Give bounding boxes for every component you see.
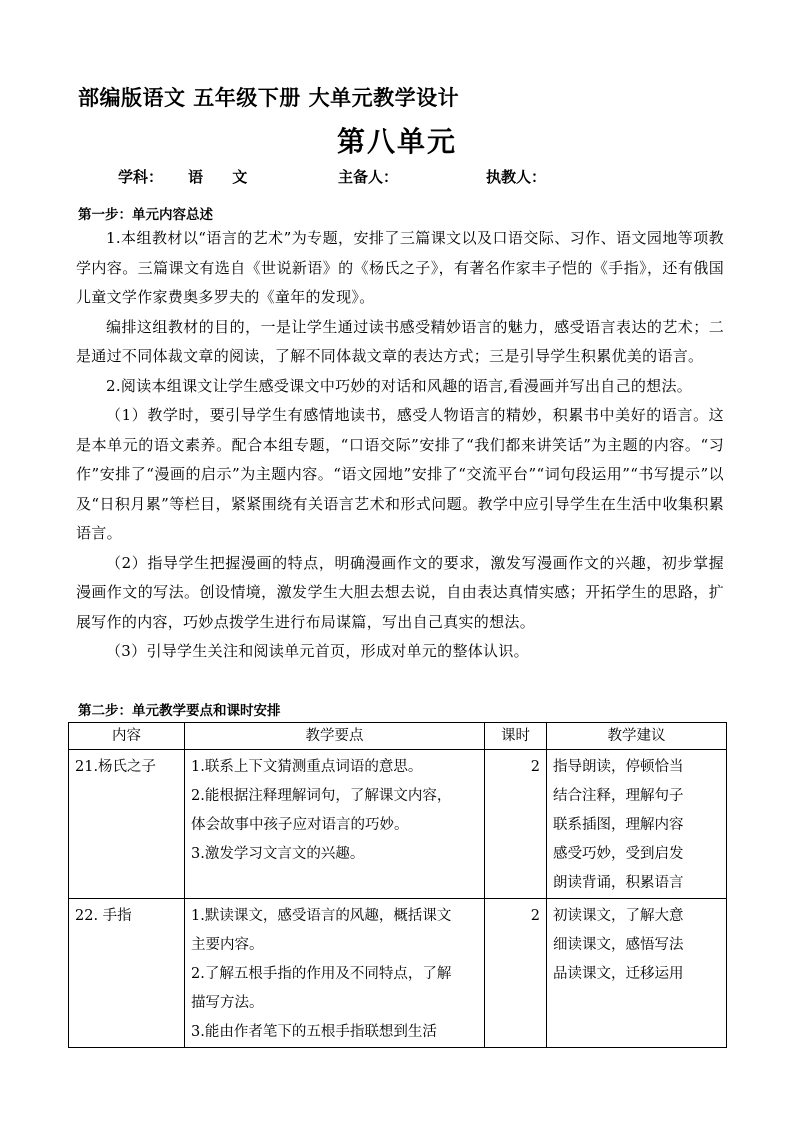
suggestion: 朗读背诵，积累语言 bbox=[553, 875, 684, 891]
column-header: 教学建议 bbox=[547, 723, 727, 750]
teaching-points-cell bbox=[185, 750, 485, 899]
paragraph: 编排这组教材的目的，一是让学生通过读书感受精妙语言的魅力，感受语言表达的艺术；二是通过不同体裁文章的阅读，了解不同体裁文章的表达方式；三是引导学生积累优美的语言。 bbox=[76, 317, 724, 365]
table-row bbox=[69, 899, 727, 1048]
teaching-point: 体会故事中孩子应对语言的巧妙。 bbox=[191, 817, 409, 833]
column-header: 课时 bbox=[485, 723, 547, 750]
paragraph: 2.阅读本组课文让学生感受课文中巧妙的对话和风趣的语言,看漫画并写出自己的想法。 bbox=[106, 376, 693, 395]
teacher-label: 执教人： bbox=[486, 168, 547, 186]
column-header: 内容 bbox=[69, 723, 185, 750]
paragraph: （3）引导学生关注和阅读单元首页，形成对单元的整体认识。 bbox=[106, 642, 529, 660]
table-header-row bbox=[69, 723, 727, 750]
lesson-hours-cell: 2 bbox=[485, 899, 547, 1048]
teaching-point: 3.激发学习文言文的兴趣。 bbox=[191, 846, 365, 862]
lesson-content-cell: 21.杨氏之子 bbox=[69, 750, 185, 899]
teaching-points-cell bbox=[185, 899, 485, 1048]
unit-title: 第八单元 bbox=[336, 125, 457, 158]
teaching-point: 主要内容。 bbox=[191, 937, 264, 953]
preparer-label: 主备人： bbox=[338, 168, 399, 186]
lesson-content-cell: 22. 手指 bbox=[69, 899, 185, 1048]
document-header: 部编版语文 五年级下册 大单元教学设计 bbox=[78, 86, 460, 110]
teaching-point: 1.联系上下文猜测重点词语的意思。 bbox=[191, 759, 423, 775]
step1-heading: 第一步：单元内容总述 bbox=[78, 207, 213, 223]
paragraph: （2）指导学生把握漫画的特点，明确漫画作文的要求，激发写漫画作文的兴趣，初步掌握漫画作文的写法。创设情境，激发学生大胆去想去说，自由表达真情实感；开拓学生的思路，扩展写作的内容，巧妙点拨学生进行布局谋篇，写出自己真实的想法。 bbox=[76, 553, 724, 631]
suggestions-cell bbox=[547, 899, 727, 1048]
paragraph: （1）教学时，要引导学生有感情地读书，感受人物语言的精妙，积累书中美好的语言。这是本单元的语文素养。配合本组专题，“口语交际”安排了“我们都来讲笑话”为主题的内容。“习作”安排了“漫画的启示”为主题内容。“语文园地”安排了“交流平台”“词句段运用”“书写提示”以及“日积月累”等栏目，紧紧围绕有关语言艺术和形式问题。教学中应引导学生在生活中收集积累语言。 bbox=[76, 406, 724, 542]
subject-value: 语 文 bbox=[188, 168, 260, 186]
suggestion: 联系插图，理解内容 bbox=[553, 817, 684, 833]
paragraph: 1.本组教材以“语言的艺术”为专题，安排了三篇课文以及口语交际、习作、语文园地等项教学内容。三篇课文有选自《世说新语》的《杨氏之子》，有著名作家丰子恺的《手指》，还有俄国儿童文学作家费奥多罗夫的《童年的发现》。 bbox=[76, 229, 724, 306]
teaching-point: 2.能根据注释理解词句，了解课文内容， bbox=[191, 788, 452, 804]
teaching-point: 3.能由作者笔下的五根手指联想到生活 bbox=[191, 1024, 437, 1040]
suggestion: 品读课文，迁移运用 bbox=[553, 966, 684, 982]
step1-body bbox=[76, 224, 724, 667]
teaching-point: 2.了解五根手指的作用及不同特点，了解 bbox=[191, 966, 452, 982]
column-header: 教学要点 bbox=[185, 723, 485, 750]
suggestion: 初读课文，了解大意 bbox=[553, 908, 684, 924]
lesson-hours-cell: 2 bbox=[485, 750, 547, 899]
subject-label: 学科： bbox=[118, 168, 164, 186]
suggestion: 感受巧妙，受到启发 bbox=[553, 846, 684, 862]
table-row bbox=[69, 750, 727, 899]
teaching-point: 1.默读课文，感受语言的风趣，概括课文 bbox=[191, 908, 452, 924]
suggestion: 指导朗读，停顿恰当 bbox=[553, 759, 684, 775]
teaching-point: 描写方法。 bbox=[191, 995, 264, 1011]
lesson-plan-table bbox=[68, 722, 727, 1048]
suggestion: 结合注释，理解句子 bbox=[553, 788, 684, 804]
suggestion: 细读课文，感悟写法 bbox=[553, 937, 684, 953]
suggestions-cell bbox=[547, 750, 727, 899]
step2-heading: 第二步：单元教学要点和课时安排 bbox=[78, 703, 281, 719]
meta-row bbox=[0, 166, 794, 188]
